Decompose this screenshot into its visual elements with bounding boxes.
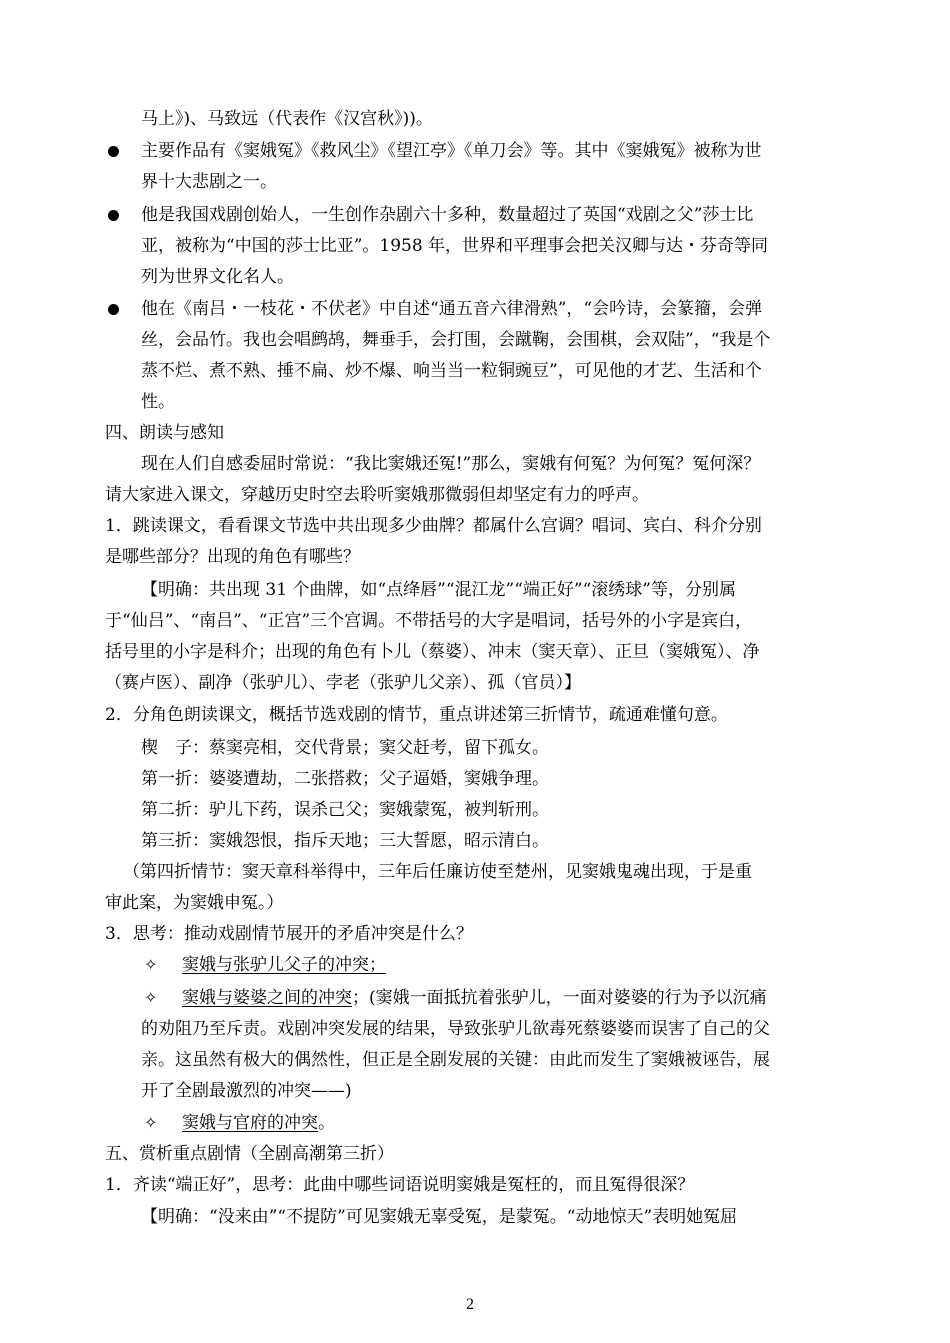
page-number: 2 (466, 1296, 474, 1313)
answer-line: 【明确：共出现 31 个曲牌，如“点绛唇”“混江龙”“端正好”“滚绣球”等，分别属 (141, 580, 736, 600)
section-heading: 四、朗读与感知 (105, 423, 224, 443)
answer-line: 括号里的小字是科介；出现的角色有卜儿（蔡婆）、冲末（窦天章）、正旦（窦娥冤）、净 (105, 642, 760, 662)
answer-line: （赛卢医）、副净（张驴儿）、孛老（张驴儿父亲）、孤（官员）】 (105, 673, 581, 693)
summary-line: （第四折情节：窦天章科举得中，三年后任廉访使至楚州，见窦娥鬼魂出现，于是重 (123, 862, 752, 882)
answer-line: 【明确：“没来由”“不提防”可见窦娥无辜受冤，是蒙冤。“动地惊天”表明她冤屈 (141, 1207, 738, 1227)
text-line: 开了全剧最激烈的冲突——) (141, 1081, 352, 1101)
text-line: 亚，被称为“中国的莎士比亚”。1958 年，世界和平理事会把关汉卿与达・芬奇等同 (141, 236, 769, 256)
text-line: 蒸不烂、煮不熟、捶不扁、炒不爆、响当当一粒铜豌豆”，可见他的才艺、生活和个 (141, 361, 762, 381)
text-line: 他在《南吕・一枝花・不伏老》中自述“通五音六律滑熟”，“会吟诗，会篆籀，会弹 (141, 299, 763, 319)
bullet-icon (108, 304, 119, 315)
bullet-icon (108, 210, 119, 221)
conflict-item (182, 987, 767, 1009)
question-line: 3．思考：推动戏剧情节展开的矛盾冲突是什么？ (105, 924, 473, 944)
summary-line: 第一折：婆婆遭劫，二张搭救；父子逼婚，窦娥争理。 (141, 769, 549, 789)
text-line: 界十大悲剧之一。 (141, 172, 277, 192)
text-line: 性。 (141, 392, 175, 412)
text-line: 请大家进入课文，穿越历史时空去聆听窦娥那微弱但却坚定有力的呼声。 (105, 485, 649, 505)
question-line: 1．齐读“端正好”，思考：此曲中哪些词语说明窦娥是冤枉的，而且冤得很深？ (105, 1175, 695, 1195)
diamond-bullet-icon: ✧ (144, 955, 158, 974)
conflict-item: 窦娥与张驴儿父子的冲突； (182, 955, 386, 975)
summary-line: 第二折：驴儿下药，误杀己父；窦娥蒙冤，被判斩刑。 (141, 800, 549, 820)
text-line: 主要作品有《窦娥冤》《救风尘》《望江亭》《单刀会》等。其中《窦娥冤》被称为世 (141, 141, 762, 161)
summary-line: 第三折：窦娥怨恨，指斥天地；三大誓愿，昭示清白。 (141, 831, 549, 851)
summary-line: 审此案，为窦娥申冤。） (105, 893, 284, 913)
conflict-detail: ；(窦娥一面抵抗着张驴儿，一面对婆婆的行为予以沉痛 (352, 988, 767, 1008)
text-line: 的劝阻乃至斥责。戏剧冲突发展的结果，导致张驴儿欲毒死蔡婆婆而误害了自己的父 (141, 1019, 770, 1039)
text-line: 现在人们自感委屈时常说：“我比窦娥还冤!”那么，窦娥有何冤？为何冤？冤何深？ (141, 454, 761, 474)
text-line: 马上》)、马致远（代表作《汉宫秋》))。 (141, 109, 433, 129)
question-line: 1．跳读课文，看看课文节选中共出现多少曲牌？都属什么宫调？唱词、宾白、科介分别 (105, 516, 762, 536)
diamond-bullet-icon: ✧ (144, 1113, 158, 1132)
text-line: 列为世界文化名人。 (141, 267, 294, 287)
conflict-title: 窦娥与婆婆之间的冲突 (182, 988, 352, 1008)
answer-line: 于“仙吕”、“南吕”、“正宫”三个宫调。不带括号的大字是唱词，括号外的小字是宾白， (105, 611, 753, 631)
conflict-title: 窦娥与官府的冲突 (182, 1113, 318, 1133)
conflict-item (182, 1112, 335, 1134)
text-line: 他是我国戏剧创始人，一生创作杂剧六十多种，数量超过了英国“戏剧之父”莎士比 (141, 205, 754, 225)
summary-line: 楔 子：蔡窦亮相，交代背景；窦父赶考，留下孤女。 (141, 738, 549, 758)
bullet-icon (108, 146, 119, 157)
question-line: 2．分角色朗读课文，概括节选戏剧的情节，重点讲述第三折情节，疏通难懂句意。 (105, 705, 728, 725)
text-line: 丝，会品竹。我也会唱鹧鸪，舞垂手，会打围，会蹴鞠，会围棋，会双陆”，“我是个 (141, 330, 771, 350)
punctuation: 。 (318, 1113, 335, 1133)
text-line: 亲。这虽然有极大的偶然性，但正是全剧发展的关键：由此而发生了窦娥被诬告，展 (141, 1050, 770, 1070)
diamond-bullet-icon: ✧ (144, 988, 158, 1007)
section-heading: 五、赏析重点剧情（全剧高潮第三折） (105, 1144, 394, 1164)
question-line: 是哪些部分？出现的角色有哪些？ (105, 547, 360, 567)
